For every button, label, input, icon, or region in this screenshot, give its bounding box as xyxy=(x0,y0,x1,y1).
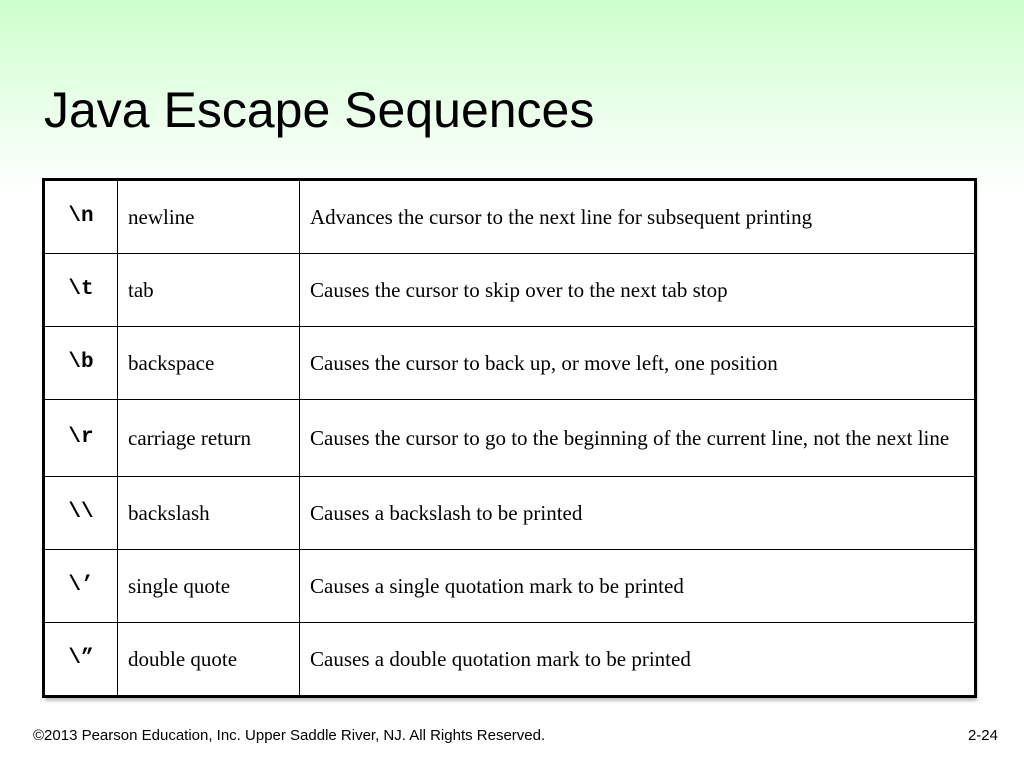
escape-description-cell: Causes the cursor to go to the beginning of the current line, not the next line xyxy=(300,400,976,477)
escape-name-cell: tab xyxy=(118,254,300,327)
escape-name-cell: double quote xyxy=(118,623,300,697)
page-number: 2-24 xyxy=(967,727,998,744)
escape-sequence-cell: \t xyxy=(44,254,118,327)
escape-name-cell: backspace xyxy=(118,327,300,400)
escape-description-cell: Causes a backslash to be printed xyxy=(300,477,976,550)
table-row xyxy=(44,477,976,550)
table-row xyxy=(44,327,976,400)
escape-description-cell: Advances the cursor to the next line for subsequent printing xyxy=(300,180,976,254)
escape-sequence-cell: \\ xyxy=(44,477,118,550)
escape-sequence-cell: \n xyxy=(44,180,118,254)
escape-sequence-cell: \r xyxy=(44,400,118,477)
table-row xyxy=(44,550,976,623)
escape-name-cell: newline xyxy=(118,180,300,254)
table-row xyxy=(44,400,976,477)
slide-title: Java Escape Sequences xyxy=(44,82,595,138)
table-row xyxy=(44,623,976,697)
escape-name-cell: backslash xyxy=(118,477,300,550)
escape-description-cell: Causes the cursor to skip over to the next tab stop xyxy=(300,254,976,327)
escape-name-cell: single quote xyxy=(118,550,300,623)
table-row xyxy=(44,254,976,327)
footer-copyright: ©2013 Pearson Education, Inc. Upper Saddle River, NJ. All Rights Reserved. xyxy=(33,727,546,744)
escape-name-cell: carriage return xyxy=(118,400,300,477)
escape-sequence-cell: \’ xyxy=(44,550,118,623)
escape-sequence-table-container xyxy=(42,178,974,698)
escape-description-cell: Causes a single quotation mark to be printed xyxy=(300,550,976,623)
escape-sequence-table xyxy=(42,178,977,698)
escape-sequence-cell: \” xyxy=(44,623,118,697)
escape-description-cell: Causes a double quotation mark to be printed xyxy=(300,623,976,697)
table-row xyxy=(44,180,976,254)
escape-sequence-cell: \b xyxy=(44,327,118,400)
escape-description-cell: Causes the cursor to back up, or move left, one position xyxy=(300,327,976,400)
